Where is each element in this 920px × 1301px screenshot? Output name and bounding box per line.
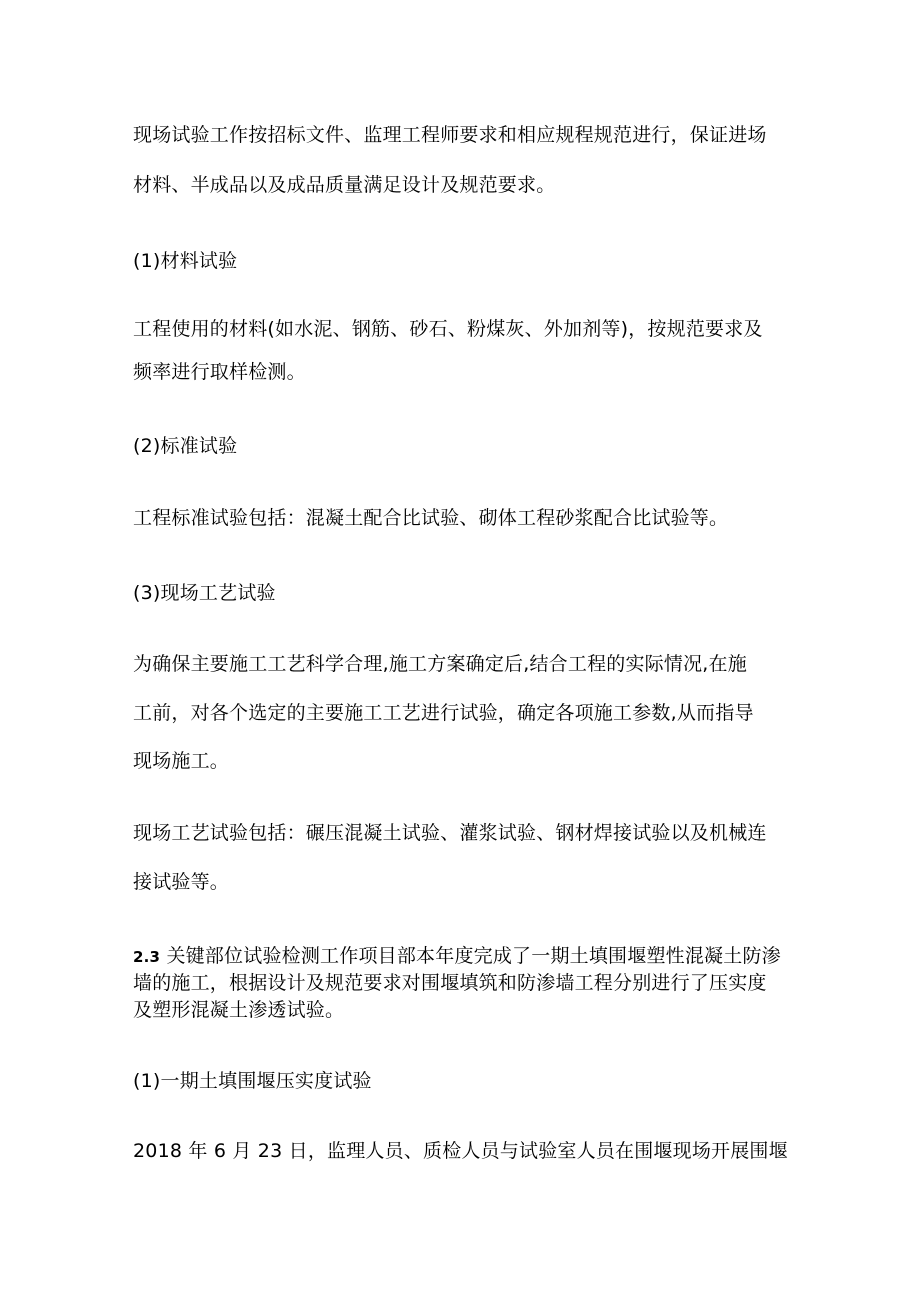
heading-material-test: (1)材料试验 <box>133 250 238 272</box>
para4-line2: 工前，对各个选定的主要施工工艺进行试验，确定各项施工参数,从而指导 <box>133 702 754 724</box>
para5-line1: 现场工艺试验包括：碾压混凝土试验、灌浆试验、钢材焊接试验以及机械连 <box>133 822 767 844</box>
section-2-3-text-line1: 关键部位试验检测工作项目部本年度完成了一期土填围堰塑性混凝土防渗 <box>166 945 781 967</box>
para1-line1: 现场试验工作按招标文件、监理工程师要求和相应规程规范进行，保证进场 <box>133 124 767 146</box>
section-number: 2.3 <box>133 948 161 966</box>
para4-line3: 现场施工。 <box>133 750 230 772</box>
section-2-3-line3: 及塑形混凝土渗透试验。 <box>133 999 345 1021</box>
section-2-3-line2: 墙的施工，根据设计及规范要求对围堰填筑和防渗墙工程分别进行了压实度 <box>133 972 767 994</box>
para3-line1: 工程标准试验包括：混凝土配合比试验、砌体工程砂浆配合比试验等。 <box>133 507 729 529</box>
para6-line1: 2018 年 6 月 23 日，监理人员、质检人员与试验室人员在围堰现场开展围堰 <box>133 1140 788 1162</box>
para2-line2: 频率进行取样检测。 <box>133 361 306 383</box>
para4-line1: 为确保主要施工工艺科学合理,施工方案确定后,结合工程的实际情况,在施 <box>133 653 747 675</box>
heading-compaction-test: (1)一期土填围堰压实度试验 <box>133 1070 372 1092</box>
para5-line2: 接试验等。 <box>133 871 230 893</box>
para1-line2: 材料、半成品以及成品质量满足设计及规范要求。 <box>133 174 556 196</box>
heading-standard-test: (2)标准试验 <box>133 435 238 457</box>
para2-line1: 工程使用的材料(如水泥、钢筋、砂石、粉煤灰、外加剂等)，按规范要求及 <box>133 318 763 340</box>
section-2-3-line1 <box>133 943 813 970</box>
heading-process-test: (3)现场工艺试验 <box>133 582 276 604</box>
